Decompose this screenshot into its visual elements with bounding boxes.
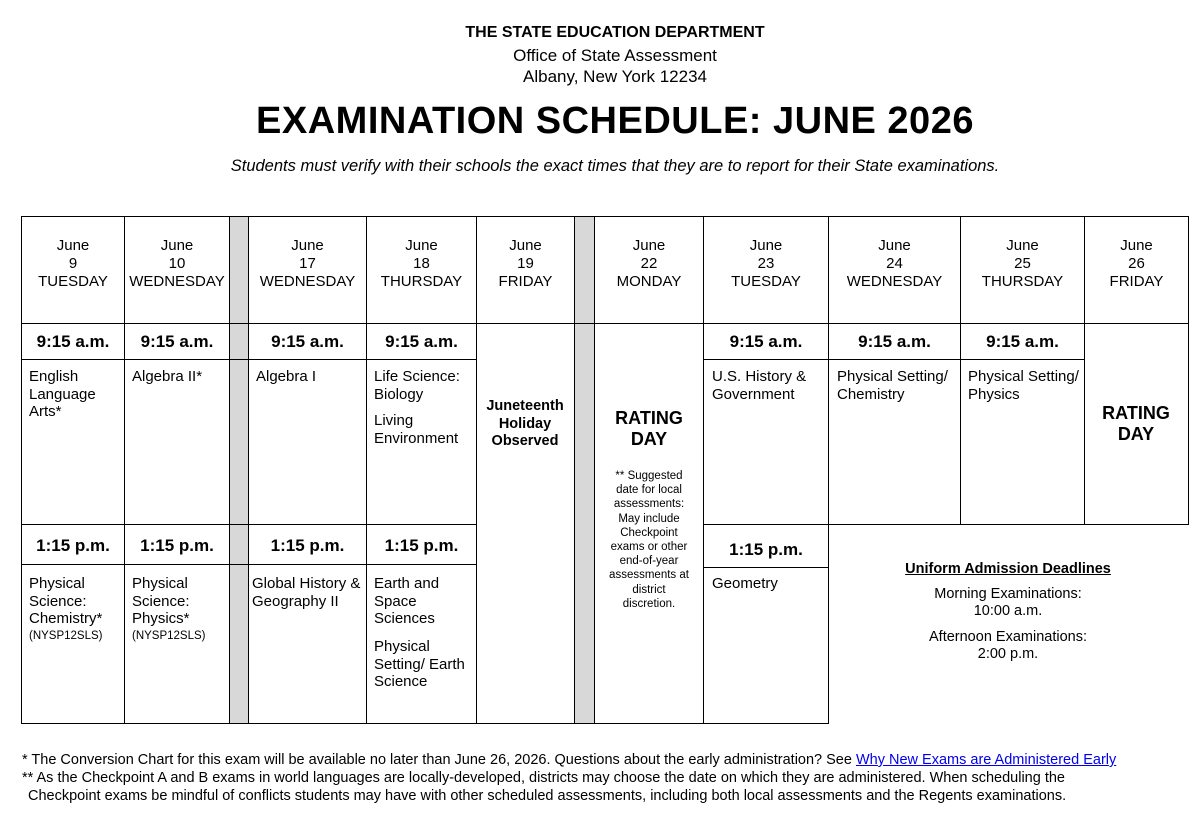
morning-time-label: 9:15 a.m.	[729, 332, 803, 351]
day-header-jun18: June 18 THURSDAY	[380, 237, 463, 290]
day-header-jun17: June 17 WEDNESDAY	[259, 237, 356, 290]
exam-physical-science-chemistry: Physical Science: Chemistry* (NYSP12SLS)	[29, 575, 103, 642]
exam-chemistry: Physical Setting/ Chemistry	[837, 368, 948, 403]
deadlines-title: Uniform Admission Deadlines	[905, 561, 1111, 577]
day-header-jun23: June 23 TUESDAY	[731, 237, 801, 290]
rating-day-note: ** Suggested date for local assessments: May include Checkpoint exams or other end-of-year assessments at district discretion.	[609, 470, 689, 610]
afternoon-time-label: 1:15 p.m.	[384, 536, 459, 555]
juneteenth-holiday: Juneteenth Holiday Observed	[486, 398, 564, 449]
office-name: Office of State Assessment	[513, 46, 717, 65]
day-header-jun24: June 24 WEDNESDAY	[846, 237, 943, 290]
exam-physics: Physical Setting/ Physics	[968, 368, 1079, 403]
early-exams-link[interactable]: Why New Exams are Administered Early	[855, 752, 1117, 768]
morning-deadline-label: Morning Examinations:	[934, 586, 1082, 602]
admission-deadlines	[878, 561, 1138, 663]
exam-physical-science-physics: Physical Science: Physics* (NYSP12SLS)	[132, 575, 206, 642]
week-separator	[229, 216, 248, 724]
rating-day-jun22: RATING DAY	[615, 408, 683, 449]
morning-time-label: 9:15 a.m.	[36, 332, 110, 351]
day-header-jun22: June 22 MONDAY	[616, 237, 682, 290]
exam-geometry: Geometry	[712, 575, 778, 592]
exam-us-history: U.S. History & Government	[712, 368, 807, 403]
exam-algebra-2: Algebra II*	[132, 368, 203, 385]
exam-global-history: Global History & Geography II	[252, 575, 361, 610]
morning-deadline-time: 10:00 a.m.	[973, 603, 1043, 619]
day-header-jun19: June 19 FRIDAY	[498, 237, 553, 290]
morning-time-label: 9:15 a.m.	[986, 332, 1059, 351]
exam-earth-space-sciences: Earth and Space Sciences	[374, 575, 440, 627]
day-header-jun25: June 25 THURSDAY	[981, 237, 1064, 290]
day-header-jun26: June 26 FRIDAY	[1109, 237, 1164, 290]
morning-time-label: 9:15 a.m.	[140, 332, 214, 351]
afternoon-deadline-time: 2:00 p.m.	[977, 646, 1039, 662]
department-heading: THE STATE EDUCATION DEPARTMENT	[465, 24, 765, 41]
exam-algebra-1: Algebra I	[256, 368, 317, 385]
rating-day-jun26: RATING DAY	[1102, 403, 1170, 444]
morning-time-label: 9:15 a.m.	[385, 332, 458, 351]
day-header-jun9: June 9 TUESDAY	[38, 237, 108, 290]
page-subtitle: Students must verify with their schools the exact times that they are to report for their State examinations.	[230, 157, 1000, 175]
exam-living-environment: Living Environment	[374, 412, 459, 447]
exam-life-science-biology: Life Science: Biology	[374, 368, 460, 403]
afternoon-deadline-label: Afternoon Examinations:	[929, 629, 1087, 645]
afternoon-time-label: 1:15 p.m.	[270, 536, 345, 555]
exam-ela: English Language Arts*	[29, 368, 96, 420]
morning-time-label: 9:15 a.m.	[858, 332, 931, 351]
afternoon-time-label: 1:15 p.m.	[36, 536, 110, 555]
afternoon-time-label: 1:15 p.m.	[729, 540, 803, 559]
footnote-star: * The Conversion Chart for this exam will be available no later than June 26, 2026. Questions about the early administration? See Why New Exams are Administered Early	[22, 752, 1117, 768]
page-title: EXAMINATION SCHEDULE: JUNE 2026	[256, 100, 974, 142]
office-address: Albany, New York 12234	[523, 67, 707, 86]
morning-time-label: 9:15 a.m.	[271, 332, 344, 351]
week-separator	[574, 216, 594, 724]
afternoon-time-label: 1:15 p.m.	[140, 536, 214, 555]
footnote-double-star: ** As the Checkpoint A and B exams in world languages are locally-developed, districts may choose the date on which they are administered. When scheduling the Checkpoint exams be mindful of conflicts students may have with other scheduled assessments, including both local assessments and the Regents examinations.	[22, 770, 1067, 804]
day-header-jun10: June 10 WEDNESDAY	[129, 237, 225, 290]
exam-earth-science: Physical Setting/ Earth Science	[374, 638, 465, 690]
